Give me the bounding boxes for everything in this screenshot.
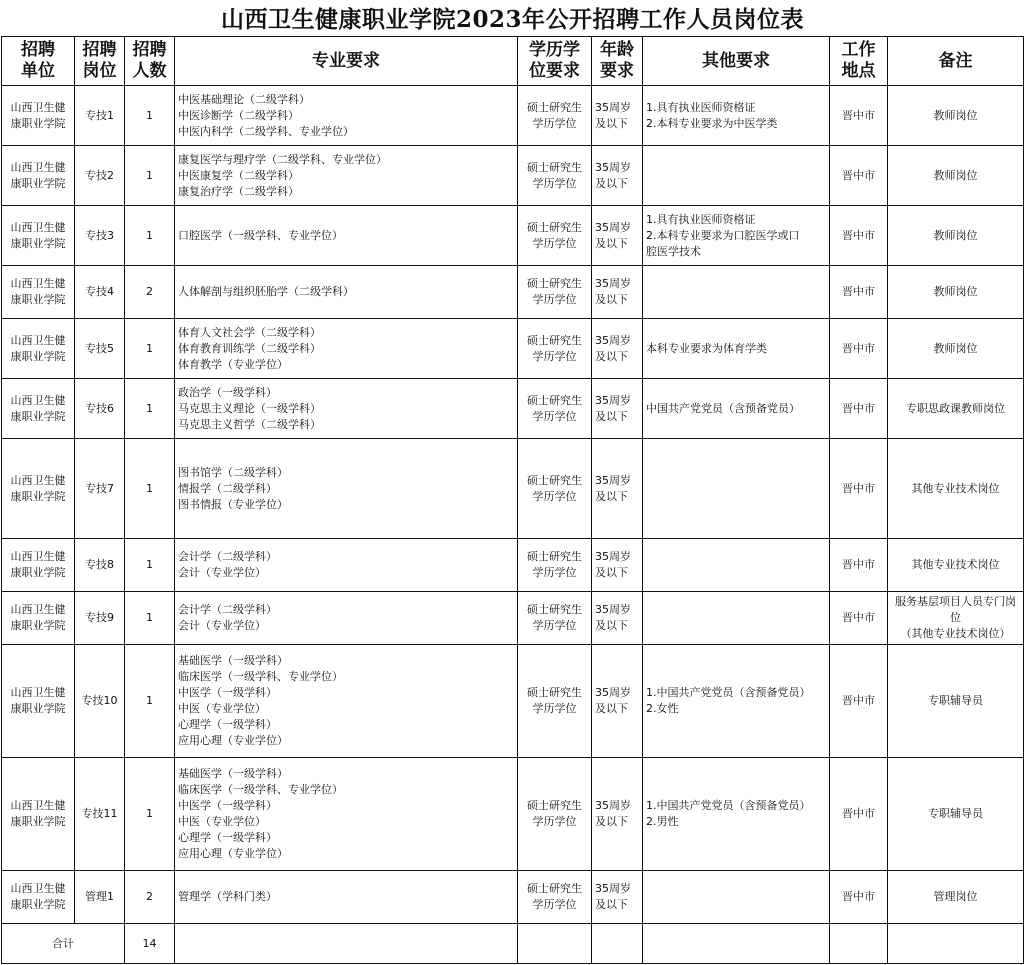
post-cell: 专技7: [75, 439, 125, 539]
location-cell: 晋中市: [830, 645, 888, 758]
total-count: 14: [125, 924, 175, 964]
age-cell: 35周岁 及以下: [592, 871, 643, 924]
count-cell: 1: [125, 758, 175, 871]
table-row: [2, 266, 1024, 319]
age-cell: 35周岁 及以下: [592, 146, 643, 206]
header-row: [2, 37, 1024, 86]
note-cell: 教师岗位: [888, 266, 1024, 319]
header-post: 招聘 岗位: [75, 37, 125, 86]
other-requirements-cell: 1.中国共产党党员（含预备党员） 2.男性: [643, 758, 830, 871]
table-row: [2, 379, 1024, 439]
majors-cell: 政治学（一级学科） 马克思主义理论（一级学科） 马克思主义哲学（二级学科）: [175, 379, 518, 439]
count-cell: 1: [125, 439, 175, 539]
other-requirements-cell: 本科专业要求为体育学类: [643, 319, 830, 379]
education-cell: 硕士研究生 学历学位: [518, 592, 592, 645]
post-cell: 专技11: [75, 758, 125, 871]
note-cell: 服务基层项目人员专门岗 位 （其他专业技术岗位）: [888, 592, 1024, 645]
location-cell: 晋中市: [830, 758, 888, 871]
age-cell: 35周岁 及以下: [592, 86, 643, 146]
table-row: [2, 206, 1024, 266]
majors-cell: 康复医学与理疗学（二级学科、专业学位） 中医康复学（二级学科） 康复治疗学（二级学科）: [175, 146, 518, 206]
note-cell: 教师岗位: [888, 146, 1024, 206]
total-label: 合计: [2, 924, 125, 964]
header-age: 年龄 要求: [592, 37, 643, 86]
post-cell: 专技5: [75, 319, 125, 379]
page-title: 山西卫生健康职业学院2023年公开招聘工作人员岗位表: [220, 6, 804, 33]
table-row: [2, 871, 1024, 924]
majors-cell: 基础医学（一级学科） 临床医学（一级学科、专业学位） 中医学（一级学科） 中医（专业学位） 心理学（一级学科） 应用心理（专业学位）: [175, 758, 518, 871]
unit-cell: 山西卫生健 康职业学院: [2, 266, 75, 319]
education-cell: 硕士研究生 学历学位: [518, 146, 592, 206]
positions-table: [1, 36, 1024, 964]
unit-cell: 山西卫生健 康职业学院: [2, 206, 75, 266]
unit-cell: 山西卫生健 康职业学院: [2, 758, 75, 871]
other-requirements-cell: [643, 439, 830, 539]
education-cell: 硕士研究生 学历学位: [518, 266, 592, 319]
education-cell: 硕士研究生 学历学位: [518, 871, 592, 924]
table-row: [2, 319, 1024, 379]
age-cell: 35周岁 及以下: [592, 206, 643, 266]
header-education: 学历学 位要求: [518, 37, 592, 86]
unit-cell: 山西卫生健 康职业学院: [2, 592, 75, 645]
unit-cell: 山西卫生健 康职业学院: [2, 439, 75, 539]
unit-cell: 山西卫生健 康职业学院: [2, 645, 75, 758]
table-row: [2, 592, 1024, 645]
table-row: [2, 758, 1024, 871]
education-cell: 硕士研究生 学历学位: [518, 758, 592, 871]
table-row: [2, 439, 1024, 539]
count-cell: 1: [125, 645, 175, 758]
table-row: [2, 86, 1024, 146]
table-row: [2, 146, 1024, 206]
post-cell: 专技6: [75, 379, 125, 439]
note-cell: 教师岗位: [888, 86, 1024, 146]
age-cell: 35周岁 及以下: [592, 379, 643, 439]
header-unit: 招聘 单位: [2, 37, 75, 86]
note-cell: 教师岗位: [888, 206, 1024, 266]
post-cell: 专技3: [75, 206, 125, 266]
majors-cell: 会计学（二级学科） 会计（专业学位）: [175, 592, 518, 645]
count-cell: 1: [125, 539, 175, 592]
post-cell: 管理1: [75, 871, 125, 924]
education-cell: 硕士研究生 学历学位: [518, 439, 592, 539]
other-requirements-cell: [643, 592, 830, 645]
unit-cell: 山西卫生健 康职业学院: [2, 539, 75, 592]
count-cell: 1: [125, 86, 175, 146]
location-cell: 晋中市: [830, 266, 888, 319]
other-requirements-cell: [643, 539, 830, 592]
education-cell: 硕士研究生 学历学位: [518, 206, 592, 266]
location-cell: 晋中市: [830, 206, 888, 266]
majors-cell: 管理学（学科门类）: [175, 871, 518, 924]
age-cell: 35周岁 及以下: [592, 645, 643, 758]
note-cell: 教师岗位: [888, 319, 1024, 379]
count-cell: 2: [125, 871, 175, 924]
count-cell: 1: [125, 592, 175, 645]
count-cell: 2: [125, 266, 175, 319]
table-row: [2, 539, 1024, 592]
note-cell: 其他专业技术岗位: [888, 439, 1024, 539]
count-cell: 1: [125, 146, 175, 206]
age-cell: 35周岁 及以下: [592, 592, 643, 645]
note-cell: 管理岗位: [888, 871, 1024, 924]
post-cell: 专技4: [75, 266, 125, 319]
other-requirements-cell: 1.中国共产党党员（含预备党员） 2.女性: [643, 645, 830, 758]
note-cell: 专职辅导员: [888, 758, 1024, 871]
other-requirements-cell: 中国共产党党员（含预备党员）: [643, 379, 830, 439]
other-requirements-cell: 1.具有执业医师资格证 2.本科专业要求为中医学类: [643, 86, 830, 146]
other-requirements-cell: [643, 266, 830, 319]
location-cell: 晋中市: [830, 379, 888, 439]
header-location: 工作 地点: [830, 37, 888, 86]
age-cell: 35周岁 及以下: [592, 758, 643, 871]
count-cell: 1: [125, 319, 175, 379]
table-body: [2, 86, 1024, 924]
header-other: 其他要求: [643, 37, 830, 86]
location-cell: 晋中市: [830, 592, 888, 645]
majors-cell: 体育人文社会学（二级学科） 体育教育训练学（二级学科） 体育教学（专业学位）: [175, 319, 518, 379]
header-note: 备注: [888, 37, 1024, 86]
header-count: 招聘 人数: [125, 37, 175, 86]
total-row: [2, 924, 1024, 964]
age-cell: 35周岁 及以下: [592, 439, 643, 539]
location-cell: 晋中市: [830, 146, 888, 206]
unit-cell: 山西卫生健 康职业学院: [2, 319, 75, 379]
location-cell: 晋中市: [830, 439, 888, 539]
majors-cell: 口腔医学（一级学科、专业学位）: [175, 206, 518, 266]
education-cell: 硕士研究生 学历学位: [518, 319, 592, 379]
other-requirements-cell: 1.具有执业医师资格证 2.本科专业要求为口腔医学或口 腔医学技术: [643, 206, 830, 266]
unit-cell: 山西卫生健 康职业学院: [2, 871, 75, 924]
unit-cell: 山西卫生健 康职业学院: [2, 86, 75, 146]
note-cell: 其他专业技术岗位: [888, 539, 1024, 592]
count-cell: 1: [125, 206, 175, 266]
note-cell: 专职思政课教师岗位: [888, 379, 1024, 439]
location-cell: 晋中市: [830, 539, 888, 592]
location-cell: 晋中市: [830, 86, 888, 146]
majors-cell: 图书馆学（二级学科） 情报学（二级学科） 图书情报（专业学位）: [175, 439, 518, 539]
post-cell: 专技1: [75, 86, 125, 146]
post-cell: 专技9: [75, 592, 125, 645]
other-requirements-cell: [643, 146, 830, 206]
majors-cell: 会计学（二级学科） 会计（专业学位）: [175, 539, 518, 592]
age-cell: 35周岁 及以下: [592, 539, 643, 592]
post-cell: 专技2: [75, 146, 125, 206]
post-cell: 专技10: [75, 645, 125, 758]
unit-cell: 山西卫生健 康职业学院: [2, 379, 75, 439]
note-cell: 专职辅导员: [888, 645, 1024, 758]
majors-cell: 中医基础理论（二级学科） 中医诊断学（二级学科） 中医内科学（二级学科、专业学位）: [175, 86, 518, 146]
table-row: [2, 645, 1024, 758]
majors-cell: 基础医学（一级学科） 临床医学（一级学科、专业学位） 中医学（一级学科） 中医（专业学位） 心理学（一级学科） 应用心理（专业学位）: [175, 645, 518, 758]
unit-cell: 山西卫生健 康职业学院: [2, 146, 75, 206]
education-cell: 硕士研究生 学历学位: [518, 379, 592, 439]
count-cell: 1: [125, 379, 175, 439]
majors-cell: 人体解剖与组织胚胎学（二级学科）: [175, 266, 518, 319]
other-requirements-cell: [643, 871, 830, 924]
age-cell: 35周岁 及以下: [592, 266, 643, 319]
education-cell: 硕士研究生 学历学位: [518, 539, 592, 592]
location-cell: 晋中市: [830, 871, 888, 924]
education-cell: 硕士研究生 学历学位: [518, 86, 592, 146]
location-cell: 晋中市: [830, 319, 888, 379]
post-cell: 专技8: [75, 539, 125, 592]
education-cell: 硕士研究生 学历学位: [518, 645, 592, 758]
header-majors: 专业要求: [175, 37, 518, 86]
age-cell: 35周岁 及以下: [592, 319, 643, 379]
